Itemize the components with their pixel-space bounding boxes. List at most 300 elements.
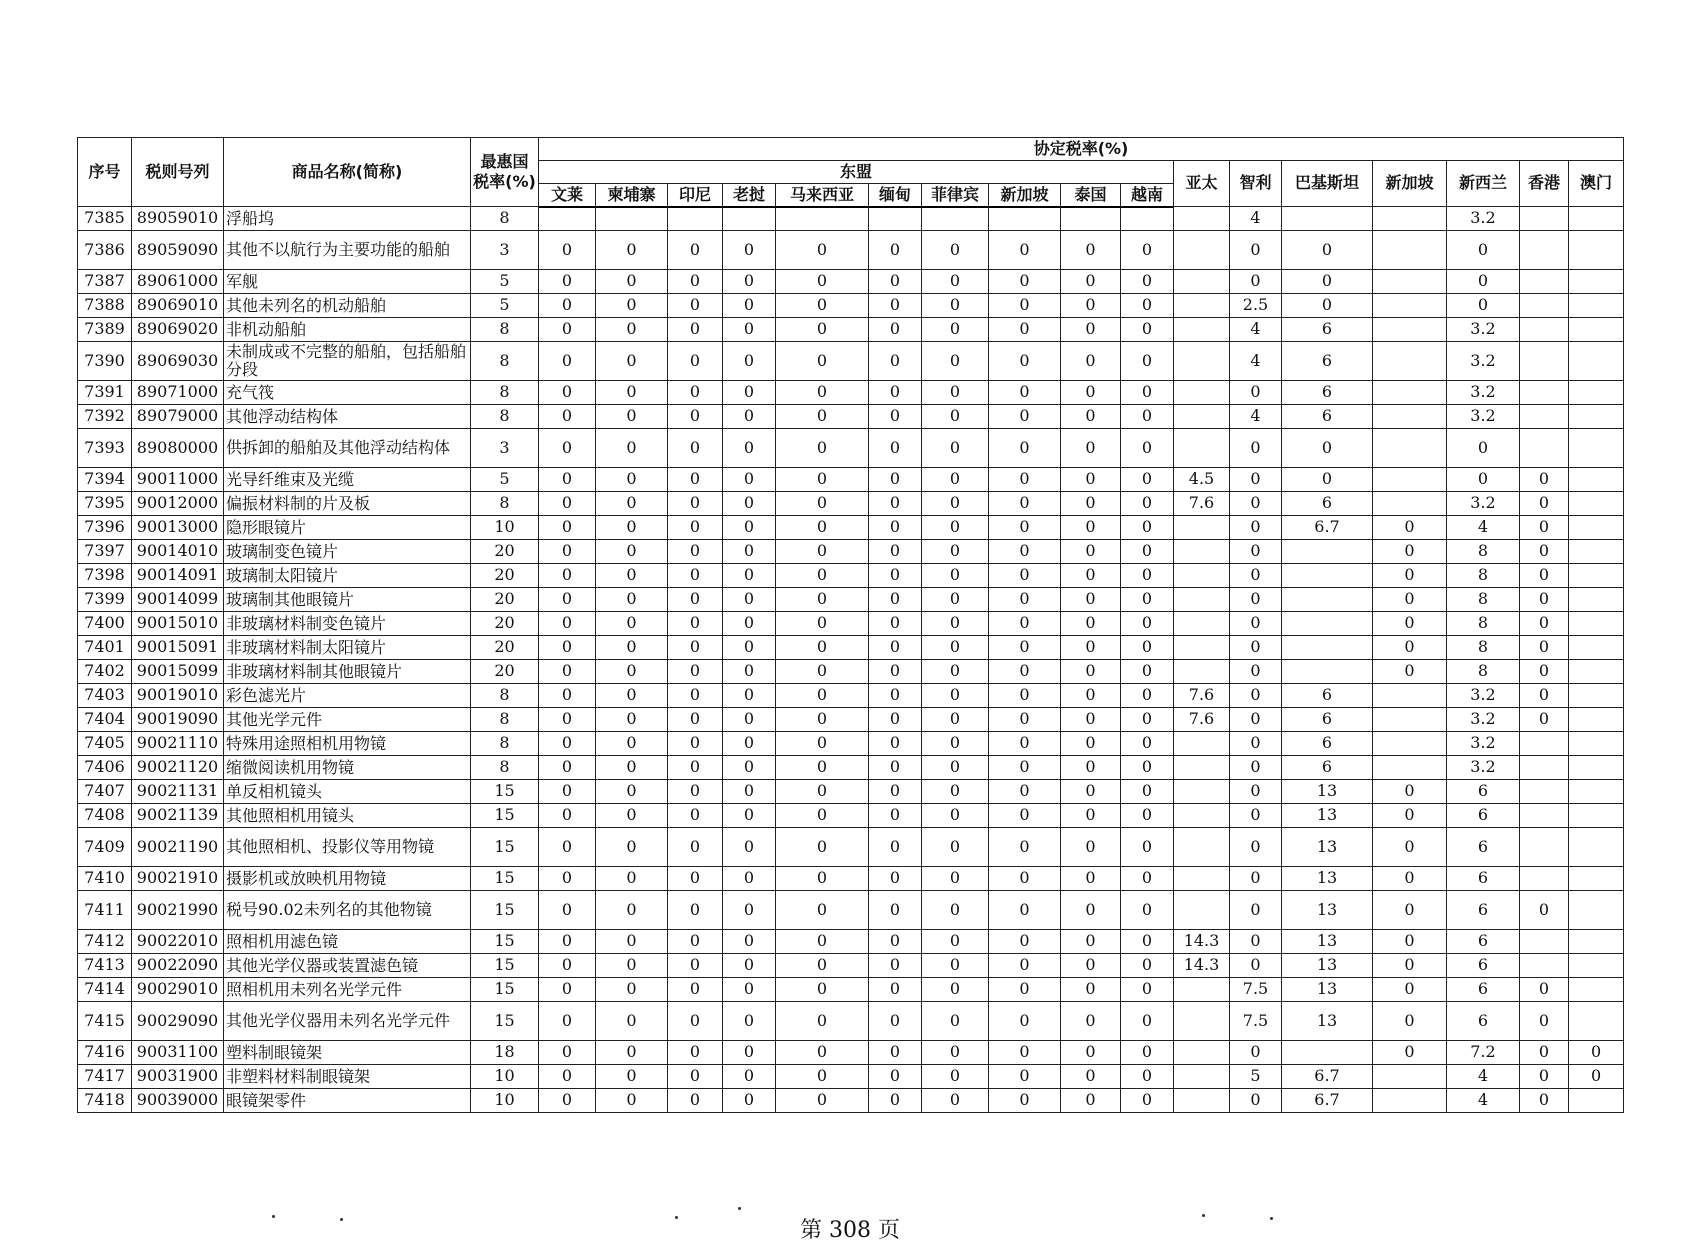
row-asean-rate: 0 [668, 1041, 723, 1065]
row-partner-rate: 6 [1447, 954, 1520, 978]
row-asean-rate: 0 [539, 405, 596, 429]
row-partner-rate: 0 [1230, 780, 1282, 804]
row-asean-rate: 0 [989, 780, 1061, 804]
row-asean-rate: 0 [668, 867, 723, 891]
row-asean-rate: 0 [776, 660, 869, 684]
row-asean-rate: 0 [723, 828, 776, 867]
row-partner-rate [1569, 867, 1624, 891]
row-asean-rate: 0 [869, 978, 922, 1002]
row-asean-rate: 0 [922, 1041, 989, 1065]
row-asean-rate: 0 [922, 1002, 989, 1041]
row-asean-rate: 0 [989, 891, 1061, 930]
row-partner-rate: 3.2 [1447, 342, 1520, 381]
row-mfn-rate: 10 [471, 1065, 539, 1089]
row-asean-rate [869, 207, 922, 231]
row-asean-rate: 0 [776, 732, 869, 756]
row-asean-rate: 0 [869, 732, 922, 756]
row-asean-rate: 0 [723, 978, 776, 1002]
row-code: 89071000 [132, 381, 224, 405]
row-asean-rate: 0 [539, 1041, 596, 1065]
row-partner-rate: 3.2 [1447, 732, 1520, 756]
row-asean-rate: 0 [1121, 954, 1174, 978]
row-asean-rate: 0 [776, 342, 869, 381]
row-name: 玻璃制变色镜片 [224, 540, 471, 564]
row-partner-rate [1569, 732, 1624, 756]
row-asean-rate: 0 [1121, 564, 1174, 588]
row-asean-rate: 0 [922, 756, 989, 780]
row-asean-rate: 0 [776, 684, 869, 708]
row-partner-rate: 13 [1282, 804, 1373, 828]
row-partner-rate [1174, 780, 1230, 804]
row-asean-rate [723, 207, 776, 231]
row-code: 89079000 [132, 405, 224, 429]
row-asean-rate: 0 [922, 516, 989, 540]
row-partner-rate: 6 [1282, 342, 1373, 381]
row-asean-rate: 0 [989, 342, 1061, 381]
row-name: 塑料制眼镜架 [224, 1041, 471, 1065]
row-partner-rate [1373, 684, 1447, 708]
row-seq: 7407 [78, 780, 132, 804]
header-asean-member: 缅甸 [869, 184, 922, 207]
row-asean-rate: 0 [869, 684, 922, 708]
row-asean-rate: 0 [723, 270, 776, 294]
row-partner-rate: 0 [1373, 1041, 1447, 1065]
header-partner: 新加坡 [1373, 161, 1447, 207]
row-mfn-rate: 8 [471, 405, 539, 429]
row-asean-rate: 0 [668, 1002, 723, 1041]
row-partner-rate [1569, 468, 1624, 492]
row-asean-rate: 0 [869, 756, 922, 780]
table-row [78, 540, 1624, 564]
row-asean-rate: 0 [1121, 828, 1174, 867]
row-asean-rate: 0 [539, 930, 596, 954]
row-name: 非机动船舶 [224, 318, 471, 342]
row-asean-rate: 0 [1121, 492, 1174, 516]
row-code: 90021131 [132, 780, 224, 804]
table-row [78, 429, 1624, 468]
row-seq: 7418 [78, 1089, 132, 1113]
table-row [78, 708, 1624, 732]
row-asean-rate: 0 [668, 978, 723, 1002]
row-asean-rate: 0 [668, 381, 723, 405]
row-seq: 7400 [78, 612, 132, 636]
row-asean-rate: 0 [989, 684, 1061, 708]
row-asean-rate: 0 [539, 1002, 596, 1041]
row-asean-rate: 0 [539, 660, 596, 684]
header-name: 商品名称(简称) [224, 138, 471, 207]
row-seq: 7403 [78, 684, 132, 708]
row-name: 彩色滤光片 [224, 684, 471, 708]
table-row [78, 207, 1624, 231]
row-asean-rate: 0 [539, 588, 596, 612]
row-partner-rate: 4 [1230, 342, 1282, 381]
row-asean-rate: 0 [668, 564, 723, 588]
row-asean-rate: 0 [723, 612, 776, 636]
row-code: 90019090 [132, 708, 224, 732]
row-asean-rate: 0 [1121, 684, 1174, 708]
row-asean-rate [989, 207, 1061, 231]
row-asean-rate: 0 [596, 429, 668, 468]
row-asean-rate: 0 [922, 405, 989, 429]
row-asean-rate: 0 [922, 1089, 989, 1113]
row-asean-rate: 0 [1121, 231, 1174, 270]
row-code: 90039000 [132, 1089, 224, 1113]
row-asean-rate: 0 [989, 381, 1061, 405]
header-asean-member: 泰国 [1061, 184, 1121, 207]
row-asean-rate: 0 [723, 540, 776, 564]
row-asean-rate [776, 207, 869, 231]
row-partner-rate [1520, 294, 1569, 318]
row-asean-rate: 0 [869, 231, 922, 270]
row-name: 其他光学元件 [224, 708, 471, 732]
row-asean-rate: 0 [1121, 468, 1174, 492]
row-partner-rate: 0 [1520, 1041, 1569, 1065]
row-name: 照相机用滤色镜 [224, 930, 471, 954]
row-partner-rate: 0 [1520, 588, 1569, 612]
row-partner-rate [1174, 867, 1230, 891]
row-name: 税号90.02未列名的其他物镜 [224, 891, 471, 930]
row-partner-rate: 0 [1520, 1065, 1569, 1089]
row-asean-rate: 0 [668, 1065, 723, 1089]
row-mfn-rate: 8 [471, 756, 539, 780]
row-partner-rate [1569, 429, 1624, 468]
row-asean-rate: 0 [596, 708, 668, 732]
row-partner-rate: 0 [1373, 804, 1447, 828]
row-asean-rate: 0 [1121, 732, 1174, 756]
row-seq: 7416 [78, 1041, 132, 1065]
tariff-table [77, 137, 1624, 1113]
row-asean-rate: 0 [723, 780, 776, 804]
row-partner-rate [1373, 342, 1447, 381]
row-asean-rate: 0 [776, 492, 869, 516]
row-partner-rate [1520, 429, 1569, 468]
row-asean-rate: 0 [1121, 1065, 1174, 1089]
row-partner-rate [1569, 612, 1624, 636]
row-asean-rate: 0 [922, 660, 989, 684]
row-seq: 7385 [78, 207, 132, 231]
row-asean-rate: 0 [596, 564, 668, 588]
row-code: 90014091 [132, 564, 224, 588]
row-partner-rate [1569, 1002, 1624, 1041]
row-asean-rate: 0 [539, 780, 596, 804]
header-seq: 序号 [78, 138, 132, 207]
row-partner-rate [1373, 318, 1447, 342]
table-row [78, 684, 1624, 708]
row-name: 其他浮动结构体 [224, 405, 471, 429]
row-partner-rate: 6 [1447, 891, 1520, 930]
row-partner-rate: 7.2 [1447, 1041, 1520, 1065]
row-partner-rate [1569, 540, 1624, 564]
row-asean-rate: 0 [1061, 294, 1121, 318]
row-asean-rate: 0 [869, 636, 922, 660]
row-asean-rate: 0 [1061, 978, 1121, 1002]
row-asean-rate: 0 [1121, 405, 1174, 429]
row-asean-rate: 0 [596, 891, 668, 930]
header-asean-member: 文莱 [539, 184, 596, 207]
row-asean-rate: 0 [1061, 1065, 1121, 1089]
row-partner-rate [1174, 342, 1230, 381]
row-asean-rate: 0 [1121, 540, 1174, 564]
row-asean-rate: 0 [668, 612, 723, 636]
row-asean-rate: 0 [1061, 1002, 1121, 1041]
row-partner-rate: 7.6 [1174, 684, 1230, 708]
row-asean-rate: 0 [776, 468, 869, 492]
row-asean-rate: 0 [1121, 756, 1174, 780]
row-asean-rate: 0 [668, 468, 723, 492]
row-code: 90012000 [132, 492, 224, 516]
row-mfn-rate: 8 [471, 684, 539, 708]
table-row [78, 294, 1624, 318]
row-asean-rate: 0 [1121, 516, 1174, 540]
row-asean-rate: 0 [989, 828, 1061, 867]
row-asean-rate: 0 [539, 381, 596, 405]
row-asean-rate: 0 [596, 612, 668, 636]
row-asean-rate: 0 [723, 564, 776, 588]
row-asean-rate: 0 [539, 429, 596, 468]
row-partner-rate: 0 [1230, 1089, 1282, 1113]
row-seq: 7389 [78, 318, 132, 342]
row-partner-rate [1174, 294, 1230, 318]
row-asean-rate: 0 [1121, 636, 1174, 660]
row-code: 90021990 [132, 891, 224, 930]
row-partner-rate: 0 [1230, 660, 1282, 684]
row-asean-rate: 0 [539, 1089, 596, 1113]
row-partner-rate: 6 [1282, 732, 1373, 756]
row-asean-rate: 0 [1121, 1089, 1174, 1113]
row-partner-rate [1520, 270, 1569, 294]
row-asean-rate: 0 [723, 294, 776, 318]
row-asean-rate: 0 [539, 708, 596, 732]
row-asean-rate: 0 [989, 930, 1061, 954]
row-mfn-rate: 8 [471, 732, 539, 756]
row-name: 其他照相机、投影仪等用物镜 [224, 828, 471, 867]
header-asean-member: 新加坡 [989, 184, 1061, 207]
row-partner-rate [1174, 1041, 1230, 1065]
row-partner-rate [1520, 318, 1569, 342]
table-row [78, 930, 1624, 954]
row-mfn-rate: 5 [471, 294, 539, 318]
row-name: 玻璃制太阳镜片 [224, 564, 471, 588]
row-partner-rate: 13 [1282, 780, 1373, 804]
header-code: 税则号列 [132, 138, 224, 207]
row-partner-rate [1174, 1065, 1230, 1089]
row-asean-rate: 0 [922, 270, 989, 294]
row-partner-rate [1373, 1065, 1447, 1089]
row-partner-rate: 0 [1520, 978, 1569, 1002]
row-mfn-rate: 10 [471, 516, 539, 540]
row-seq: 7391 [78, 381, 132, 405]
row-asean-rate: 0 [776, 891, 869, 930]
row-asean-rate: 0 [869, 804, 922, 828]
row-asean-rate: 0 [922, 540, 989, 564]
row-asean-rate: 0 [869, 954, 922, 978]
row-seq: 7393 [78, 429, 132, 468]
row-mfn-rate: 15 [471, 930, 539, 954]
row-asean-rate: 0 [922, 891, 989, 930]
row-mfn-rate: 10 [471, 1089, 539, 1113]
row-seq: 7394 [78, 468, 132, 492]
row-asean-rate: 0 [723, 516, 776, 540]
scan-speck [738, 1207, 741, 1210]
row-asean-rate: 0 [668, 270, 723, 294]
row-asean-rate: 0 [922, 930, 989, 954]
row-asean-rate: 0 [922, 429, 989, 468]
row-asean-rate: 0 [922, 978, 989, 1002]
row-asean-rate: 0 [922, 867, 989, 891]
row-name: 其他不以航行为主要功能的船舶 [224, 231, 471, 270]
row-partner-rate: 6 [1447, 867, 1520, 891]
row-partner-rate: 0 [1373, 1002, 1447, 1041]
row-partner-rate [1569, 660, 1624, 684]
row-partner-rate: 0 [1569, 1065, 1624, 1089]
row-asean-rate: 0 [1121, 1002, 1174, 1041]
row-asean-rate: 0 [723, 318, 776, 342]
row-asean-rate: 0 [596, 1089, 668, 1113]
row-asean-rate: 0 [922, 828, 989, 867]
row-partner-rate: 0 [1373, 930, 1447, 954]
row-partner-rate [1520, 207, 1569, 231]
row-name: 未制成或不完整的船舶，包括船舶分段 [224, 342, 471, 381]
row-asean-rate: 0 [989, 756, 1061, 780]
table-row [78, 1041, 1624, 1065]
row-asean-rate: 0 [869, 318, 922, 342]
row-asean-rate: 0 [776, 780, 869, 804]
row-asean-rate: 0 [1061, 1089, 1121, 1113]
table-row [78, 588, 1624, 612]
row-partner-rate [1569, 342, 1624, 381]
row-asean-rate: 0 [869, 891, 922, 930]
row-partner-rate: 6 [1282, 708, 1373, 732]
row-asean-rate: 0 [869, 516, 922, 540]
row-partner-rate: 7.6 [1174, 708, 1230, 732]
row-partner-rate [1174, 381, 1230, 405]
header-asean-member: 柬埔寨 [596, 184, 668, 207]
row-asean-rate: 0 [723, 405, 776, 429]
row-partner-rate: 0 [1569, 1041, 1624, 1065]
row-asean-rate: 0 [1061, 804, 1121, 828]
row-asean-rate: 0 [596, 636, 668, 660]
row-asean-rate: 0 [989, 804, 1061, 828]
row-asean-rate: 0 [922, 612, 989, 636]
row-asean-rate: 0 [922, 468, 989, 492]
row-partner-rate [1174, 804, 1230, 828]
row-asean-rate: 0 [596, 231, 668, 270]
row-code: 89059090 [132, 231, 224, 270]
row-asean-rate: 0 [668, 318, 723, 342]
row-asean-rate: 0 [1061, 318, 1121, 342]
row-partner-rate [1174, 318, 1230, 342]
row-partner-rate [1520, 405, 1569, 429]
row-partner-rate: 8 [1447, 564, 1520, 588]
row-code: 90013000 [132, 516, 224, 540]
row-partner-rate [1520, 780, 1569, 804]
row-mfn-rate: 20 [471, 612, 539, 636]
row-partner-rate: 7.5 [1230, 978, 1282, 1002]
table-row [78, 342, 1624, 381]
row-asean-rate: 0 [1061, 540, 1121, 564]
row-partner-rate [1569, 270, 1624, 294]
row-asean-rate: 0 [776, 294, 869, 318]
row-partner-rate [1174, 660, 1230, 684]
row-partner-rate: 0 [1373, 612, 1447, 636]
row-partner-rate [1174, 891, 1230, 930]
row-partner-rate: 4 [1230, 207, 1282, 231]
row-asean-rate: 0 [723, 588, 776, 612]
row-asean-rate: 0 [989, 564, 1061, 588]
row-asean-rate: 0 [989, 612, 1061, 636]
row-mfn-rate: 5 [471, 270, 539, 294]
row-partner-rate: 0 [1373, 564, 1447, 588]
row-code: 90022010 [132, 930, 224, 954]
row-partner-rate [1174, 405, 1230, 429]
row-partner-rate [1569, 1089, 1624, 1113]
row-partner-rate: 0 [1373, 954, 1447, 978]
table-row [78, 828, 1624, 867]
row-asean-rate: 0 [776, 1089, 869, 1113]
header-mfn-label: 最惠国税率(%) [473, 152, 536, 191]
row-asean-rate: 0 [668, 294, 723, 318]
row-asean-rate: 0 [776, 756, 869, 780]
row-asean-rate: 0 [1121, 708, 1174, 732]
row-partner-rate [1569, 207, 1624, 231]
row-asean-rate: 0 [668, 231, 723, 270]
table-row [78, 1089, 1624, 1113]
row-partner-rate [1282, 660, 1373, 684]
row-asean-rate [596, 207, 668, 231]
row-asean-rate: 0 [596, 468, 668, 492]
row-partner-rate [1569, 756, 1624, 780]
row-partner-rate: 0 [1230, 588, 1282, 612]
table-row [78, 867, 1624, 891]
row-code: 89080000 [132, 429, 224, 468]
row-asean-rate: 0 [596, 804, 668, 828]
row-partner-rate: 8 [1447, 612, 1520, 636]
row-partner-rate [1569, 780, 1624, 804]
row-asean-rate: 0 [539, 867, 596, 891]
row-asean-rate: 0 [922, 636, 989, 660]
row-asean-rate: 0 [922, 564, 989, 588]
row-partner-rate: 0 [1520, 1089, 1569, 1113]
row-partner-rate: 0 [1447, 429, 1520, 468]
row-asean-rate: 0 [776, 612, 869, 636]
row-name: 偏振材料制的片及板 [224, 492, 471, 516]
row-partner-rate: 0 [1230, 540, 1282, 564]
row-partner-rate: 6.7 [1282, 1089, 1373, 1113]
table-row [78, 636, 1624, 660]
row-seq: 7398 [78, 564, 132, 588]
row-partner-rate: 6 [1282, 684, 1373, 708]
row-partner-rate: 14.3 [1174, 930, 1230, 954]
row-seq: 7409 [78, 828, 132, 867]
row-asean-rate: 0 [1061, 270, 1121, 294]
row-partner-rate: 7.5 [1230, 1002, 1282, 1041]
table-row [78, 978, 1624, 1002]
row-code: 89069030 [132, 342, 224, 381]
row-mfn-rate: 18 [471, 1041, 539, 1065]
row-partner-rate [1520, 756, 1569, 780]
row-asean-rate: 0 [1061, 636, 1121, 660]
row-asean-rate: 0 [922, 231, 989, 270]
row-partner-rate: 13 [1282, 954, 1373, 978]
header-partner: 亚太 [1174, 161, 1230, 207]
row-partner-rate [1174, 564, 1230, 588]
row-mfn-rate: 15 [471, 891, 539, 930]
row-partner-rate [1174, 429, 1230, 468]
row-name: 供拆卸的船舶及其他浮动结构体 [224, 429, 471, 468]
row-partner-rate [1520, 342, 1569, 381]
row-partner-rate: 0 [1373, 780, 1447, 804]
row-asean-rate: 0 [539, 978, 596, 1002]
